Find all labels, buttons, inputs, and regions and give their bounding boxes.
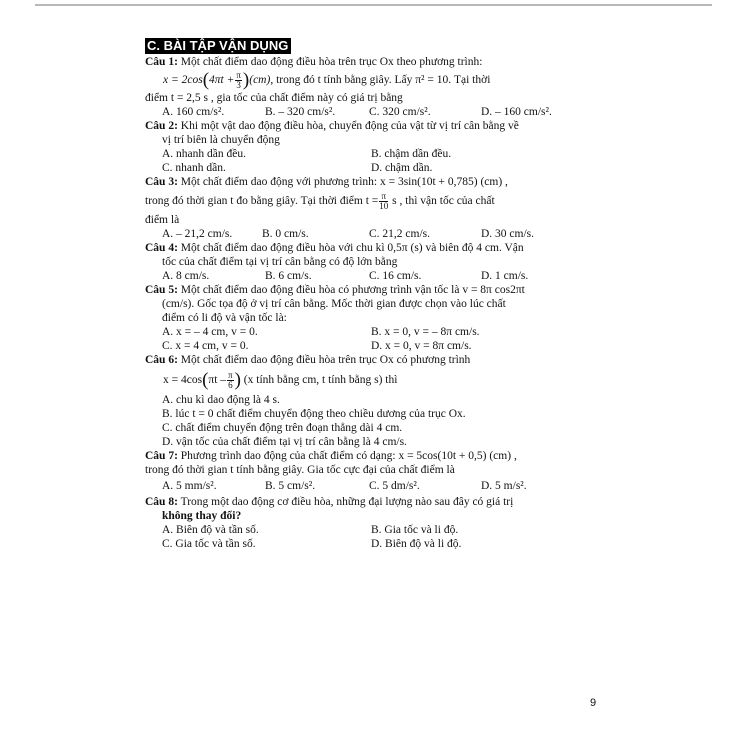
equation-inner: 4πt + (209, 74, 235, 86)
option-d: D. x = 0, v = 8π cm/s. (371, 340, 472, 352)
question-text: Một chất điểm dao động với phương trình: x = 3sin(10t + 0,785) (cm) , (180, 176, 508, 188)
question-text: Khi một vật dao động điều hòa, chuyển động của vật từ vị trí cân bằng về (180, 120, 519, 132)
question-label: Câu 4: (145, 242, 178, 254)
question-8 (145, 495, 607, 551)
question-label: Câu 3: (145, 176, 178, 188)
option-d: D. chậm dần. (371, 162, 433, 174)
question-4 (145, 241, 607, 283)
page-number: 9 (590, 697, 597, 709)
option-a: A. x = – 4 cm, v = 0. (162, 326, 258, 338)
option-c: C. x = 4 cm, v = 0. (162, 340, 249, 352)
denominator: 10 (379, 200, 389, 211)
options-row (145, 161, 607, 175)
question-label: Câu 5: (145, 284, 178, 296)
question-text-line: trong đó thời gian t tính bằng giây. Gia tốc cực đại của chất điểm là (145, 464, 455, 476)
options-row (145, 339, 607, 353)
options-row (145, 227, 607, 241)
option-a: A. Biên độ và tần số. (162, 524, 259, 536)
options-row (145, 325, 607, 339)
option-c: C. 21,2 cm/s. (369, 228, 431, 240)
option-d: D. – 160 cm/s². (481, 106, 552, 118)
question-label: Câu 2: (145, 120, 178, 132)
equation-unit: (cm) (249, 74, 271, 86)
equation-inner: πt – (208, 374, 227, 386)
fraction (227, 371, 234, 390)
option-b: B. – 320 cm/s². (265, 106, 336, 118)
question-text-continued: , trong đó t tính bằng giây. Lấy π² = 10. Tại thời (270, 74, 491, 86)
option-a: A. 8 cm/s. (162, 270, 210, 282)
option-a: A. – 21,2 cm/s. (162, 228, 233, 240)
question-text-continued: (x tính bằng cm, t tính bằng s) thì (243, 374, 398, 386)
option-c: C. 320 cm/s². (369, 106, 431, 118)
option-b: B. x = 0, v = – 8π cm/s. (371, 326, 480, 338)
question-text: Trong một dao động cơ điều hòa, những đại lượng nào sau đây có giá trị (180, 496, 514, 508)
numerator: π (228, 369, 233, 380)
question-text-part: trong đó thời gian t đo bằng giây. Tại thời điểm t = (145, 195, 379, 207)
document-page (145, 38, 607, 551)
question-text-line: điểm là (145, 214, 180, 226)
options-row (145, 147, 607, 161)
option-c: C. 5 dm/s². (369, 480, 420, 492)
options-row (145, 537, 607, 551)
question-2 (145, 119, 607, 175)
question-text: Một chất điểm dao động điều hòa trên trục Ox có phương trình (180, 354, 471, 366)
top-border-line (35, 4, 712, 6)
option-b: B. Gia tốc và li độ. (371, 524, 459, 536)
question-text: Một chất điểm dao động điều hòa trên trục Ox theo phương trình: (180, 56, 483, 68)
numerator: π (379, 192, 388, 202)
option-d: D. 1 cm/s. (481, 270, 529, 282)
option-c: C. chất điểm chuyển động trên đoạn thẳng dài 4 cm. (162, 422, 403, 434)
question-7 (145, 449, 607, 495)
option-b: B. lúc t = 0 chất điểm chuyển động theo chiều dương của trục Ox. (162, 408, 466, 420)
question-text-line: vị trí biên là chuyển động (162, 134, 280, 146)
option-a: A. chu kì dao động là 4 s. (162, 394, 280, 406)
denominator: 6 (228, 379, 233, 390)
question-text: Một chất điểm dao động điều hòa có phương trình vận tốc là v = 8π cos2πt (180, 284, 525, 296)
option-b: B. 6 cm/s. (265, 270, 312, 282)
question-text-line (145, 189, 607, 213)
question-5 (145, 283, 607, 353)
question-3 (145, 175, 607, 241)
denominator: 3 (236, 79, 241, 90)
question-text-part: s , thì vận tốc của chất (392, 195, 495, 207)
numerator: π (236, 69, 241, 80)
equation-lhs: x = 4cos (163, 374, 203, 386)
option-c: C. nhanh dần. (162, 162, 226, 174)
equation: x = 4cos(πt – $\frac{\pi}{6}$ ) (x tính bằng cm, t tính bằng s) thì (163, 369, 398, 391)
option-c: C. Gia tốc và tần số. (162, 538, 256, 550)
question-text-line: điểm t = 2,5 s , gia tốc của chất điểm này có giá trị bằng (145, 92, 403, 104)
options-row (145, 477, 607, 495)
option-c: C. 16 cm/s. (369, 270, 422, 282)
question-text-line: không thay đổi? (162, 510, 242, 522)
option-d: D. vận tốc của chất điểm tại vị trí cân bằng là 4 cm/s. (162, 436, 407, 448)
options-row (145, 269, 607, 283)
option-d: D. 5 m/s². (481, 480, 527, 492)
equation-lhs: x = 2cos (163, 74, 203, 86)
question-text-line: (cm/s). Gốc tọa độ ở vị trí cân bằng. Mốc thời gian được chọn vào lúc chất (162, 298, 506, 310)
option-b: B. 5 cm/s². (265, 480, 316, 492)
question-text-line: điểm có li độ và vận tốc là: (162, 312, 287, 324)
option-d: D. Biên độ và li độ. (371, 538, 462, 550)
option-a: A. 160 cm/s². (162, 106, 225, 118)
options-row (145, 523, 607, 537)
question-6 (145, 353, 607, 449)
option-a: A. 5 mm/s². (162, 480, 217, 492)
equation: x = 2cos(4πt + $\frac{\pi}{3}$ )(cm), trong đó t tính bằng giây. Lấy π² = 10. Tại thời (163, 69, 491, 91)
fraction (235, 71, 242, 90)
options-column (145, 393, 607, 449)
option-d: D. 30 cm/s. (481, 228, 535, 240)
options-row (145, 105, 607, 119)
question-text: Phương trình dao động của chất điểm có dạng: x = 5cos(10t + 0,5) (cm) , (180, 450, 517, 462)
option-b: B. 0 cm/s. (262, 228, 309, 240)
question-1 (145, 55, 607, 119)
question-label: Câu 6: (145, 354, 178, 366)
question-text: Một chất điểm dao động điều hòa với chu kì 0,5π (s) và biên độ 4 cm. Vận (180, 242, 524, 254)
question-label: Câu 8: (145, 496, 178, 508)
fraction (379, 192, 388, 211)
question-label: Câu 1: (145, 56, 178, 68)
option-b: B. chậm dần đều. (371, 148, 452, 160)
section-heading: C. BÀI TẬP VẬN DỤNG (145, 38, 291, 54)
option-a: A. nhanh dần đều. (162, 148, 246, 160)
question-label: Câu 7: (145, 450, 178, 462)
question-text-line: tốc của chất điểm tại vị trí cân bằng có độ lớn bằng (162, 256, 398, 268)
